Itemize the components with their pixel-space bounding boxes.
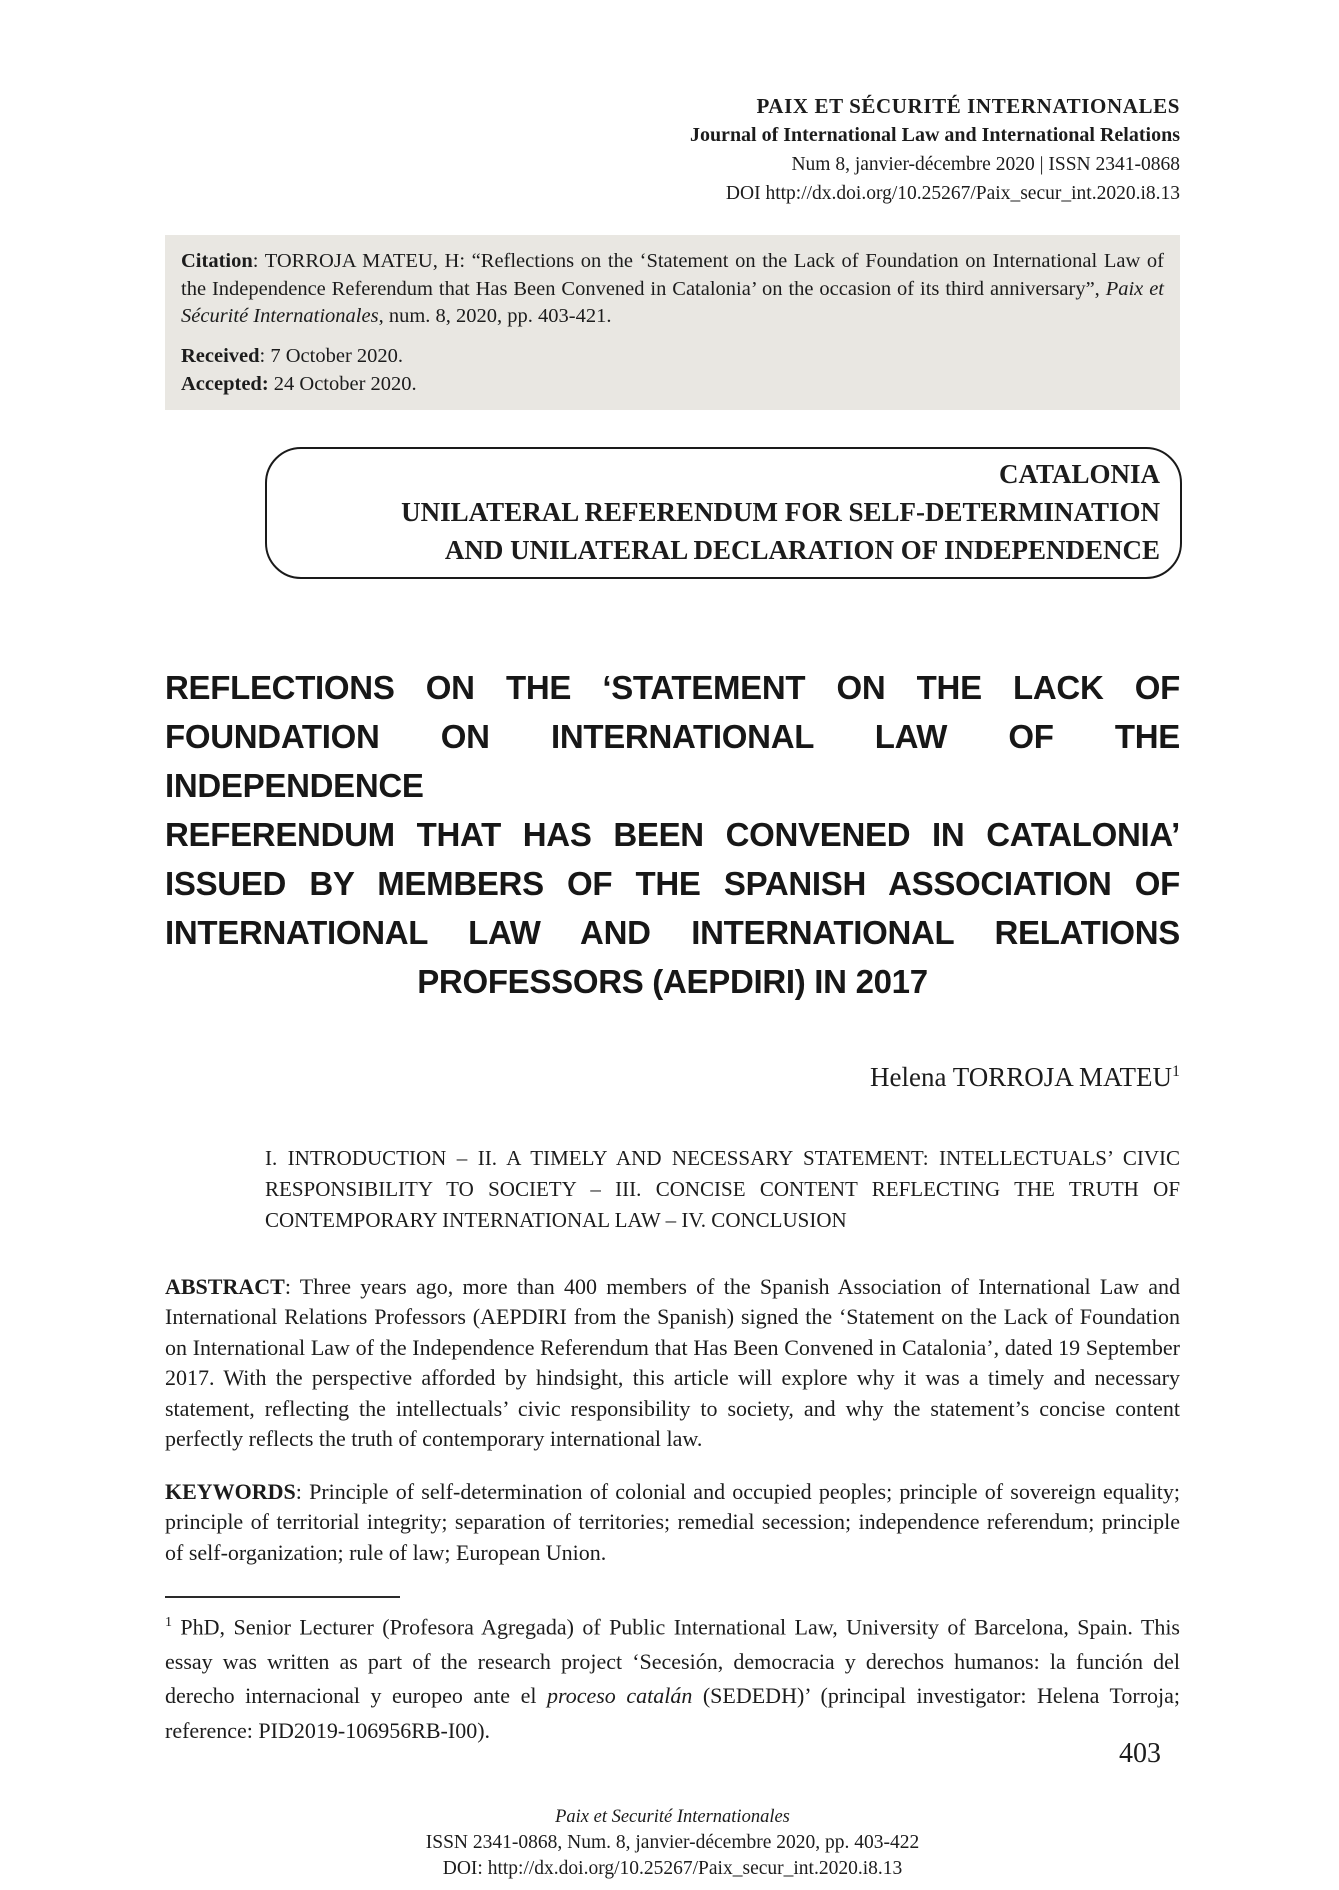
citation-journal-name: Paix et Sécurité Internationales bbox=[181, 277, 1164, 327]
author-name: Helena TORROJA MATEU bbox=[870, 1061, 1172, 1092]
accepted-line bbox=[181, 370, 1164, 398]
article-title-line: REFLECTIONS ON THE ‘STATEMENT ON THE LACK OF bbox=[165, 668, 1180, 706]
citation-dates bbox=[181, 342, 1164, 398]
article-title bbox=[165, 663, 1180, 1006]
page-content bbox=[165, 0, 1180, 1882]
footnote-text-before: PhD, Senior Lecturer (Profesora Agregada) of Public International Law, University of Barcelona, Spain. This essay was written as part of the research project ‘Secesión, democracia y derechos humanos: la función del derecho internacional y europeo ante el bbox=[165, 1614, 1180, 1709]
keywords-paragraph bbox=[165, 1477, 1180, 1569]
abstract-label: ABSTRACT bbox=[165, 1273, 285, 1299]
topic-box-line: CATALONIA bbox=[998, 458, 1160, 489]
citation-label: Citation bbox=[181, 250, 253, 272]
abstract-paragraph bbox=[165, 1272, 1180, 1455]
footnote-divider bbox=[165, 1596, 400, 1598]
article-title-line: INTERNATIONAL LAW AND INTERNATIONAL RELATIONS bbox=[165, 913, 1180, 951]
article-title-line: REFERENDUM THAT HAS BEEN CONVENED IN CATALONIA’ bbox=[165, 815, 1180, 853]
page-number: 403 bbox=[1119, 1738, 1161, 1769]
article-title-line: ISSUED BY MEMBERS OF THE SPANISH ASSOCIATION OF bbox=[165, 864, 1180, 902]
received-line bbox=[181, 342, 1164, 370]
citation-text-after: , num. 8, 2020, pp. 403-421. bbox=[378, 305, 612, 327]
abstract-text: : Three years ago, more than 400 members of the Spanish Association of International Law and International Relations Professors (AEPDIRI from the Spanish) signed the ‘Statement on the Lack of Foundation on International Law of the Independence Referendum that Has Been Convened in Catalonia’, dated 19 September 2017. With the perspective afforded by hindsight, this article will explore why it was a timely and necessary statement, reflecting the intellectuals’ civic responsibility to society, and why the statement’s concise content perfectly reflects the truth of contemporary international law. bbox=[165, 1273, 1180, 1451]
article-title-line: PROFESSORS (AEPDIRI) IN 2017 bbox=[417, 962, 928, 1000]
footer-journal-name: Paix et Securité Internationales bbox=[555, 1807, 790, 1828]
journal-header bbox=[165, 92, 1180, 208]
received-value: : 7 October 2020. bbox=[259, 344, 404, 367]
journal-subtitle: Journal of International Law and International Relations bbox=[689, 124, 1180, 146]
keywords-text: : Principle of self-determination of colonial and occupied peoples; principle of sovereign equality; principle of territorial integrity; separation of territories; remedial secession; independence referendum; principle of self-organization; rule of law; European Union. bbox=[165, 1478, 1180, 1565]
topic-box-line: AND UNILATERAL DECLARATION OF INDEPENDENCE bbox=[444, 534, 1160, 565]
footnote-paragraph bbox=[165, 1606, 1180, 1748]
journal-doi-link[interactable]: DOI http://dx.doi.org/10.25267/Paix_secur_int.2020.i8.13 bbox=[725, 183, 1180, 204]
accepted-value: 24 October 2020. bbox=[268, 372, 417, 395]
table-of-contents: I. INTRODUCTION – II. A TIMELY AND NECESSARY STATEMENT: INTELLECTUALS’ CIVIC RESPONSIBILITY TO SOCIETY – III. CONCISE CONTENT REFLECTING THE TRUTH OF CONTEMPORARY INTERNATIONAL LAW – IV. CONCLUSION bbox=[265, 1145, 1180, 1232]
citation-box bbox=[165, 235, 1180, 410]
footnote-ref: 1 bbox=[165, 1615, 172, 1630]
topic-box-line: UNILATERAL REFERENDUM FOR SELF-DETERMINATION bbox=[401, 496, 1160, 527]
accepted-label: Accepted: bbox=[181, 372, 269, 395]
author-line bbox=[165, 1062, 1180, 1093]
journal-title: PAIX ET SÉCURITÉ INTERNATIONALES bbox=[756, 94, 1180, 118]
citation-text-before: : TORROJA MATEU, H: “Reflections on the ‘Statement on the Lack of Foundation on International Law of the Independence Referendum that Has Been Convened in Catalonia’ on the occasion of its third anniversary”, bbox=[181, 250, 1164, 300]
footer-doi-link[interactable]: DOI: http://dx.doi.org/10.25267/Paix_secur_int.2020.i8.13 bbox=[442, 1858, 903, 1880]
citation-paragraph bbox=[181, 248, 1164, 331]
article-title-line: FOUNDATION ON INTERNATIONAL LAW OF THE INDEPENDENCE bbox=[165, 717, 1180, 804]
footnote-text-after: (SEDEDH)’ (principal investigator: Helena Torroja; reference: PID2019-106956RB-I00). bbox=[165, 1683, 1181, 1743]
topic-box bbox=[265, 447, 1182, 579]
received-label: Received bbox=[181, 344, 260, 367]
author-footnote-ref: 1 bbox=[1172, 1062, 1180, 1080]
page-footer bbox=[165, 1804, 1180, 1882]
footnote-italic-phrase: proceso catalán bbox=[546, 1683, 693, 1709]
keywords-label: KEYWORDS bbox=[165, 1478, 296, 1504]
journal-issue-line: Num 8, janvier-décembre 2020 | ISSN 2341-0868 bbox=[791, 154, 1180, 175]
footer-issue-line: ISSN 2341-0868, Num. 8, janvier-décembre 2020, pp. 403-422 bbox=[425, 1832, 920, 1854]
